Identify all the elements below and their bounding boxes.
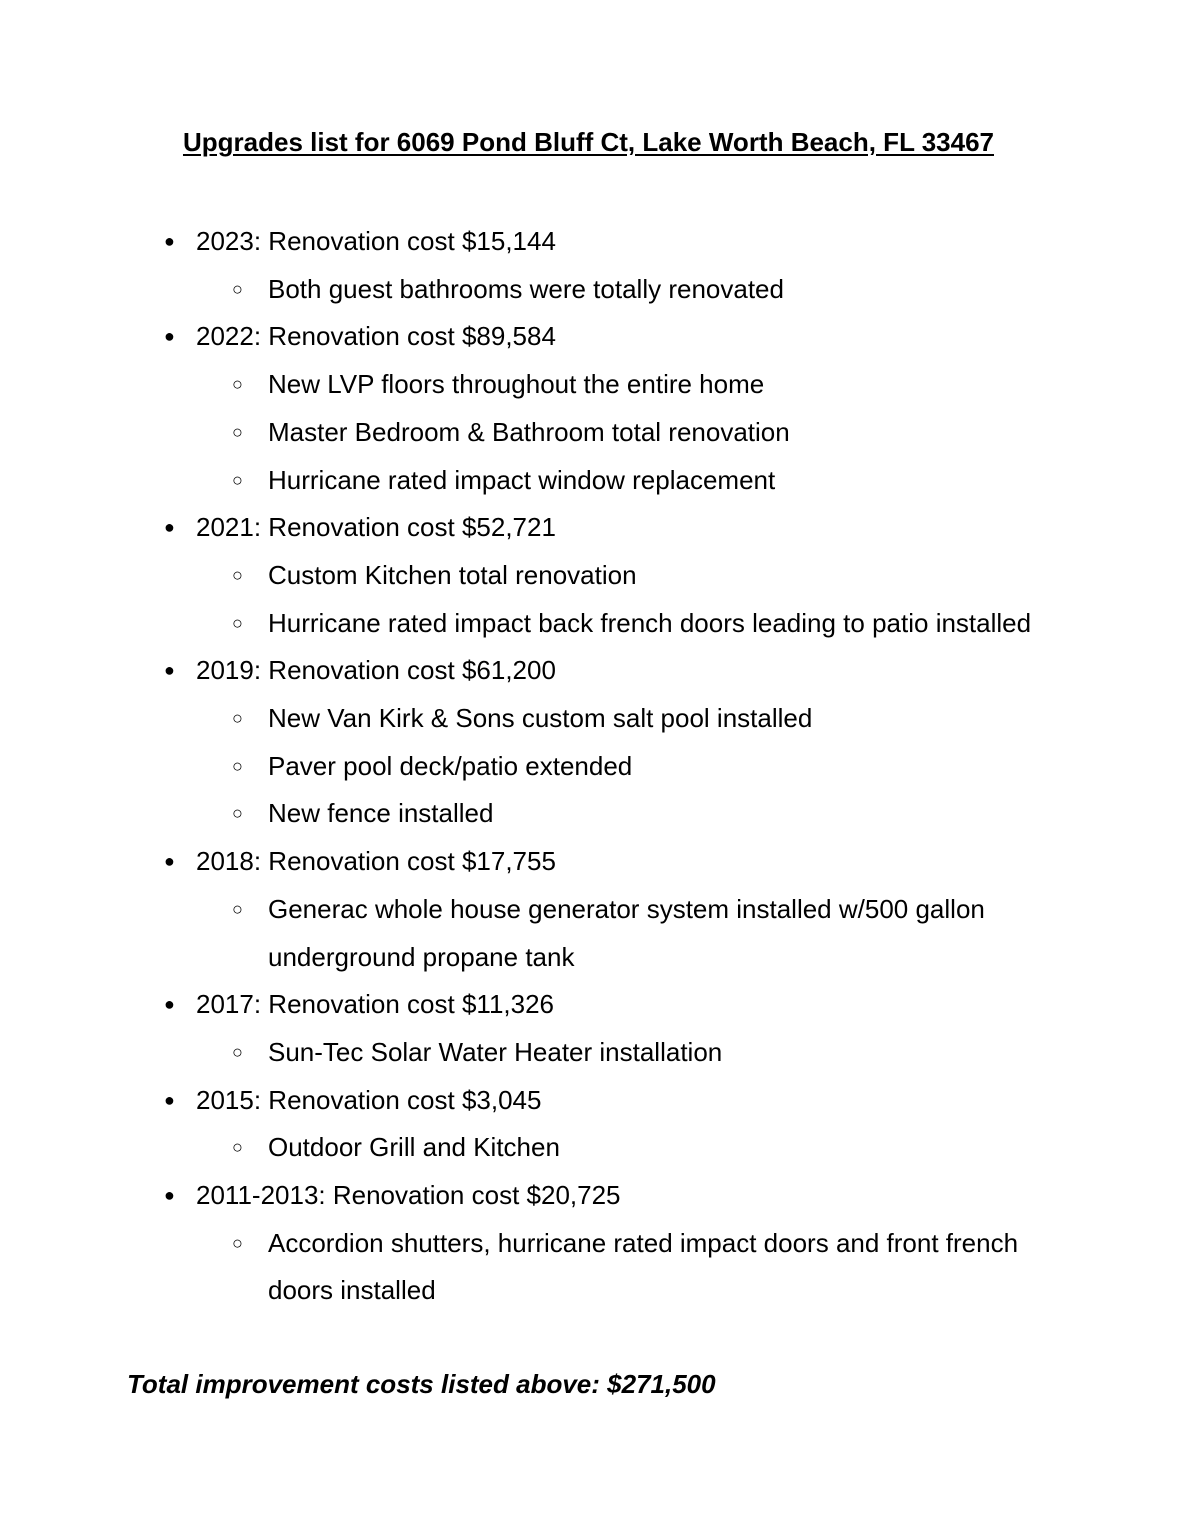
list-item xyxy=(160,981,1060,1076)
year-heading xyxy=(160,1077,1060,1125)
list-item xyxy=(160,218,1060,313)
list-item xyxy=(160,1077,1060,1172)
year-heading-text: 2021: Renovation cost $52,721 xyxy=(196,512,556,543)
circle-bullet-icon: ○ xyxy=(232,1137,243,1158)
detail-item xyxy=(160,743,1060,791)
detail-text: Custom Kitchen total renovation xyxy=(268,559,637,590)
detail-item xyxy=(160,457,1060,505)
year-heading xyxy=(160,504,1060,552)
circle-bullet-icon: ○ xyxy=(232,1041,243,1062)
detail-list xyxy=(160,695,1060,838)
detail-text: Sun-Tec Solar Water Heater installation xyxy=(268,1036,723,1067)
detail-text: Hurricane rated impact window replacement xyxy=(268,464,776,495)
upgrades-list xyxy=(160,218,1060,1315)
circle-bullet-icon: ○ xyxy=(232,374,243,395)
circle-bullet-icon: ○ xyxy=(232,708,243,729)
bullet-icon: ● xyxy=(164,1185,175,1206)
circle-bullet-icon: ○ xyxy=(232,278,243,299)
bullet-icon: ● xyxy=(164,517,175,538)
detail-text: Master Bedroom & Bathroom total renovation xyxy=(268,416,790,447)
year-heading-text: 2017: Renovation cost $11,326 xyxy=(196,989,555,1020)
year-heading-text: 2022: Renovation cost $89,584 xyxy=(196,321,556,352)
detail-item xyxy=(160,886,1060,981)
list-item xyxy=(160,504,1060,647)
detail-item xyxy=(160,1220,1060,1315)
detail-item xyxy=(160,1029,1060,1077)
page-title: Upgrades list for 6069 Pond Bluff Ct, Lake Worth Beach, FL 33467 xyxy=(182,127,994,157)
circle-bullet-icon: ○ xyxy=(232,469,243,490)
year-heading-text: 2019: Renovation cost $61,200 xyxy=(196,655,556,686)
list-item xyxy=(160,313,1060,504)
circle-bullet-icon: ○ xyxy=(232,564,243,585)
bullet-icon: ● xyxy=(164,326,175,347)
year-heading xyxy=(160,218,1060,266)
circle-bullet-icon: ○ xyxy=(232,421,243,442)
circle-bullet-icon: ○ xyxy=(232,755,243,776)
year-heading xyxy=(160,838,1060,886)
year-heading xyxy=(160,1172,1060,1220)
detail-list xyxy=(160,361,1060,504)
detail-item xyxy=(160,409,1060,457)
detail-text: New fence installed xyxy=(268,798,494,829)
detail-list xyxy=(160,552,1060,647)
detail-item xyxy=(160,1124,1060,1172)
detail-list xyxy=(160,886,1060,981)
bullet-icon: ● xyxy=(164,231,175,251)
detail-text: Hurricane rated impact back french doors leading to patio installed xyxy=(268,607,1032,638)
bullet-icon: ● xyxy=(164,851,175,872)
year-heading-text: 2023: Renovation cost $15,144 xyxy=(196,226,556,256)
detail-text: Outdoor Grill and Kitchen xyxy=(268,1132,560,1163)
detail-list xyxy=(160,1220,1060,1315)
detail-text: Both guest bathrooms were totally renovated xyxy=(268,273,784,304)
year-heading xyxy=(160,981,1060,1029)
total-cost: Total improvement costs listed above: $271,500 xyxy=(127,1369,716,1399)
detail-text: Generac whole house generator system installed w/500 gallon underground propane tank xyxy=(268,893,985,972)
year-heading xyxy=(160,313,1060,361)
circle-bullet-icon: ○ xyxy=(232,612,243,633)
detail-list xyxy=(160,1029,1060,1077)
bullet-icon: ● xyxy=(164,1089,175,1110)
list-item xyxy=(160,1172,1060,1315)
detail-item xyxy=(160,266,1060,314)
list-item xyxy=(160,838,1060,981)
detail-item xyxy=(160,361,1060,409)
bullet-icon: ● xyxy=(164,660,175,681)
list-item xyxy=(160,647,1060,838)
detail-list xyxy=(160,1124,1060,1172)
detail-item xyxy=(160,695,1060,743)
detail-list xyxy=(160,266,1060,314)
bullet-icon: ● xyxy=(164,994,175,1015)
detail-item xyxy=(160,790,1060,838)
year-heading-text: 2015: Renovation cost $3,045 xyxy=(196,1084,542,1115)
year-heading-text: 2018: Renovation cost $17,755 xyxy=(196,846,556,877)
year-heading-text: 2011-2013: Renovation cost $20,725 xyxy=(196,1180,621,1211)
detail-text: New Van Kirk & Sons custom salt pool installed xyxy=(268,703,813,734)
circle-bullet-icon: ○ xyxy=(232,898,243,919)
detail-text: New LVP floors throughout the entire home xyxy=(268,369,765,400)
circle-bullet-icon: ○ xyxy=(232,1232,243,1253)
detail-text: Accordion shutters, hurricane rated impact doors and front french doors installed xyxy=(268,1227,1019,1306)
circle-bullet-icon: ○ xyxy=(232,803,243,824)
detail-item xyxy=(160,552,1060,600)
detail-item xyxy=(160,600,1060,648)
detail-text: Paver pool deck/patio extended xyxy=(268,750,633,781)
year-heading xyxy=(160,647,1060,695)
